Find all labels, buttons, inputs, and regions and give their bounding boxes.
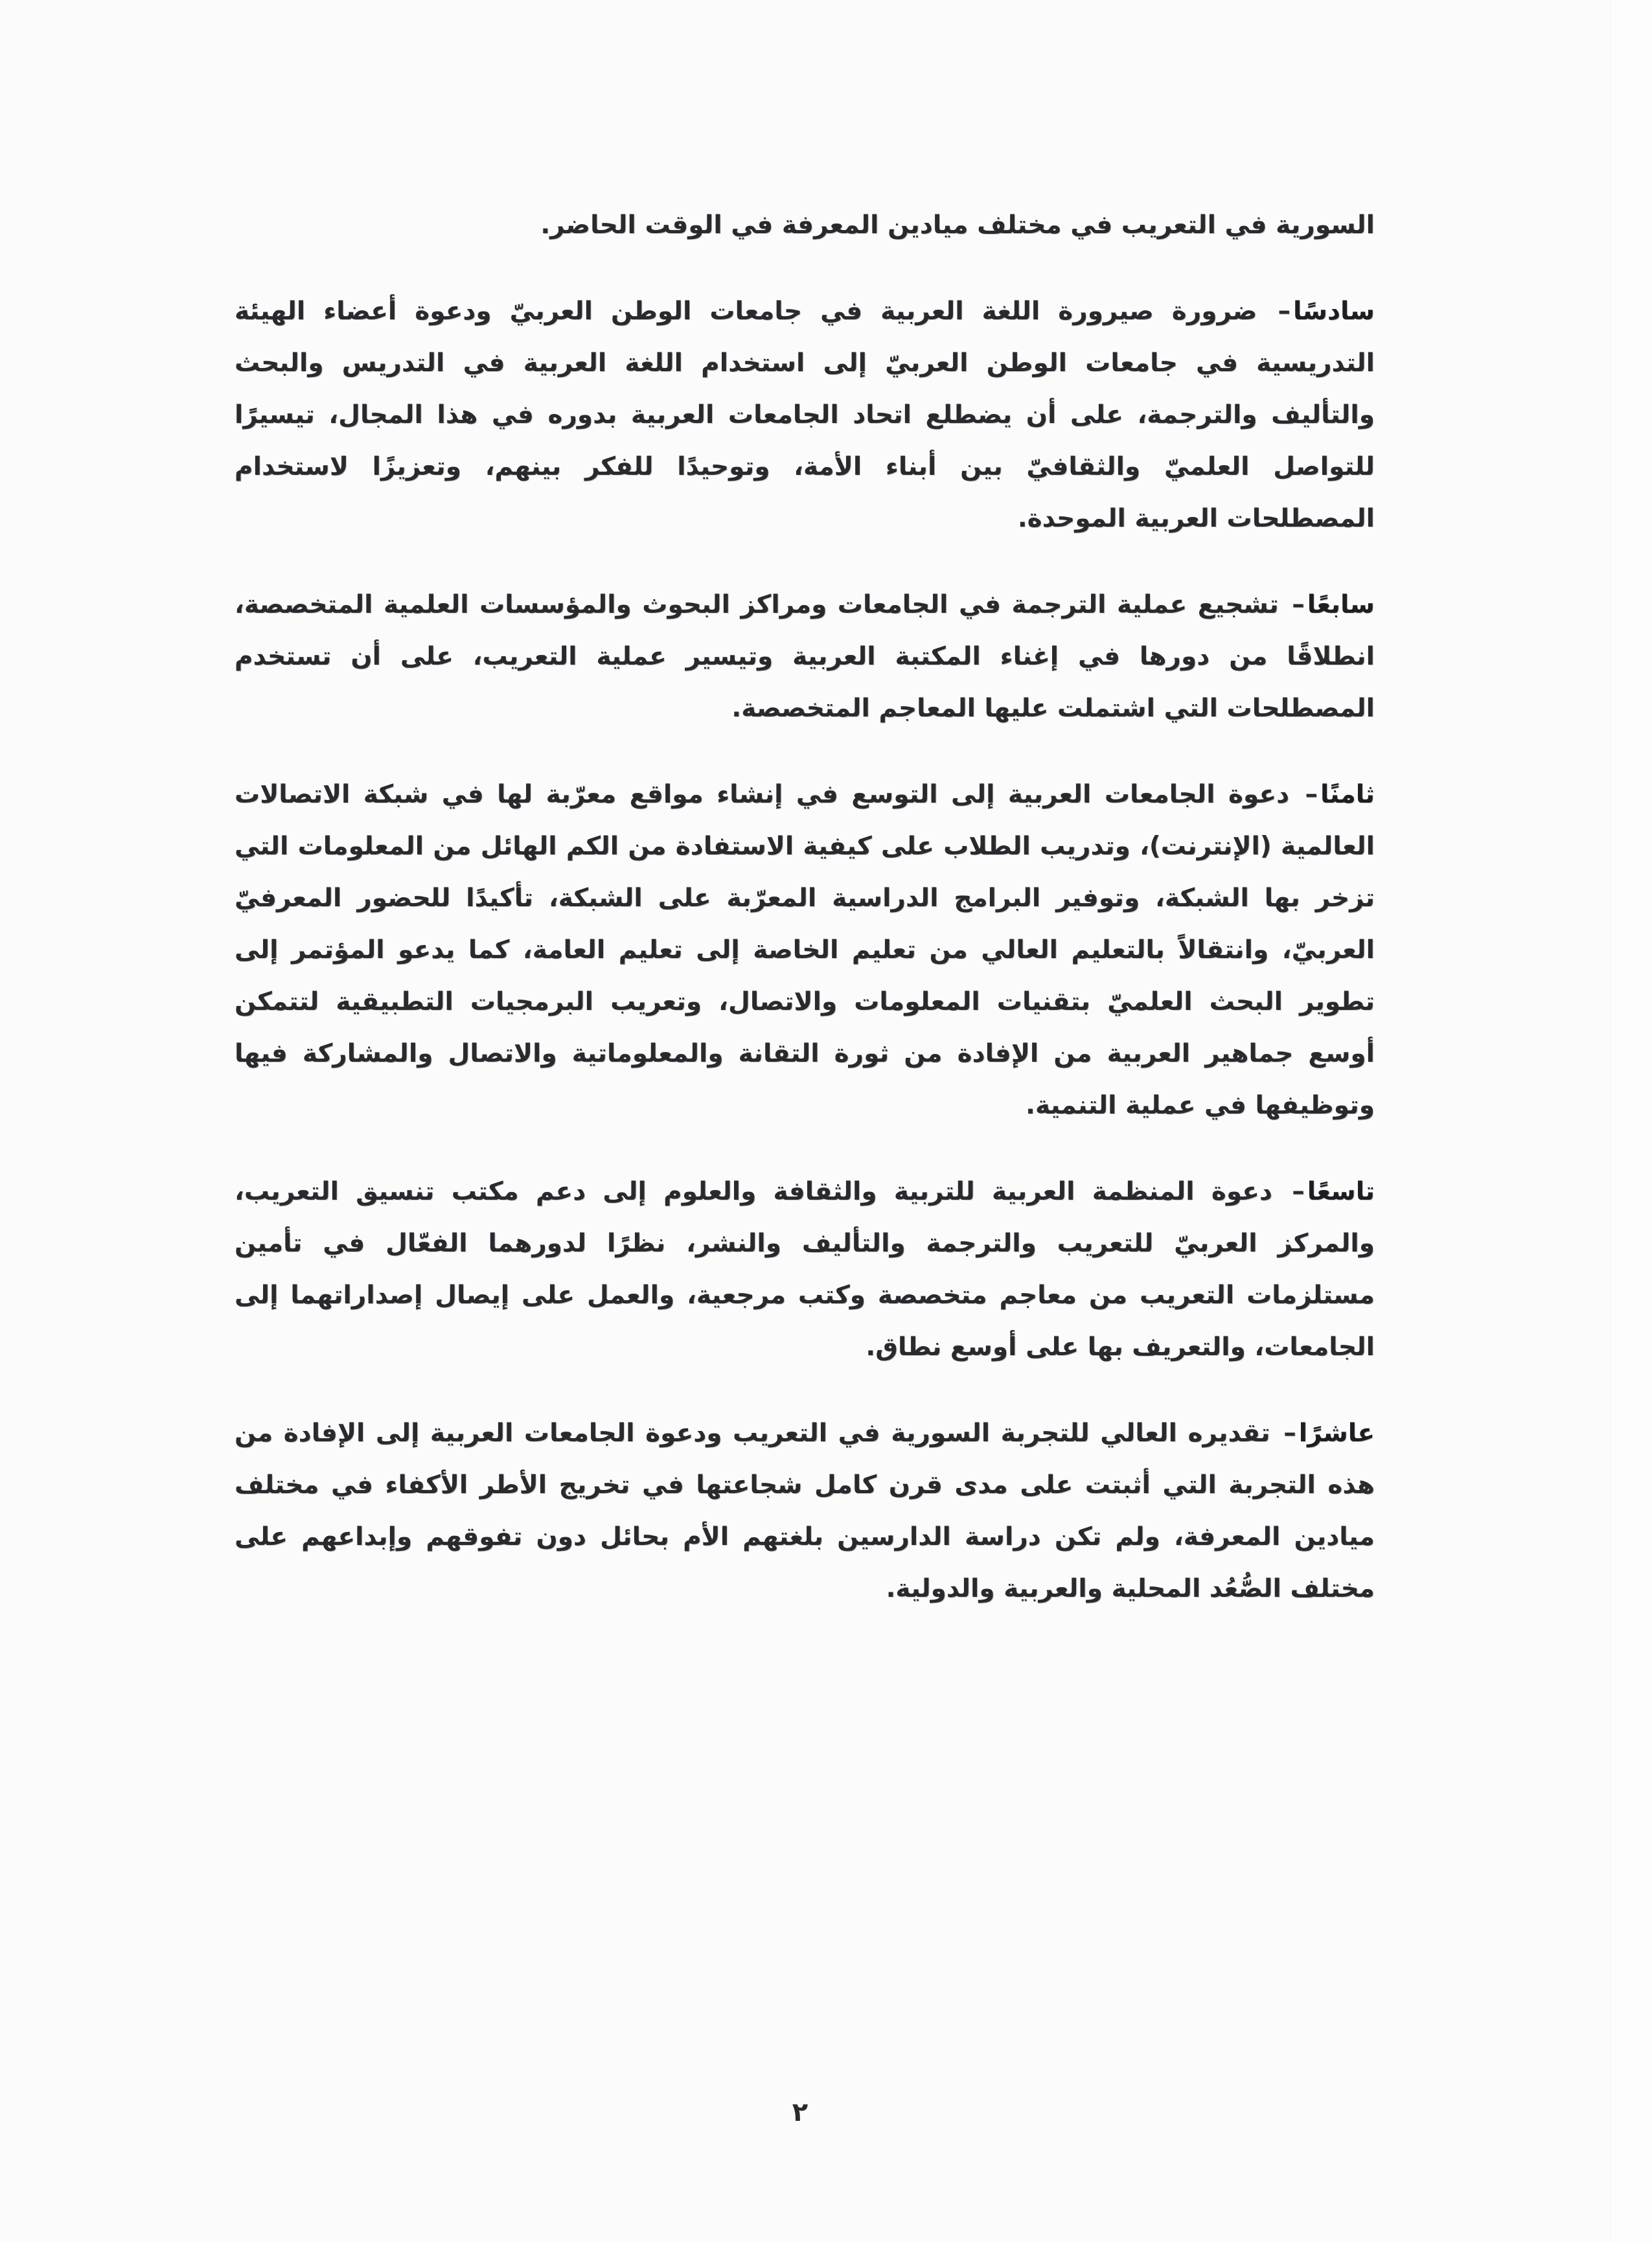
item-separator: – (1292, 1177, 1305, 1206)
item-separator: – (1283, 1419, 1296, 1448)
item-label: سادسًا (1293, 297, 1375, 326)
recommendation-item-9 (235, 1166, 1375, 1373)
recommendation-item-6 (235, 286, 1375, 545)
recommendation-item-7 (235, 579, 1375, 735)
item-label: تاسعًا (1307, 1177, 1375, 1206)
item-label: ثامنًا (1320, 780, 1375, 809)
item-label: سابعًا (1307, 590, 1375, 619)
recommendation-item-8 (235, 769, 1375, 1132)
item-separator: – (1292, 590, 1305, 619)
item-text: دعوة المنظمة العربية للتربية والثقافة والعلوم إلى دعم مكتب تنسيق التعريب، والمركز العربيّ للتعريب والترجمة والتأليف والنشر، نظرًا لدورهما الفعّال في تأمين مستلزمات التعريب من معاجم متخصصة وكتب مرجعية، والعمل على إيصال إصداراتهما إلى الجامعات، والتعريف بها على أوسع نطاق. (235, 1177, 1375, 1362)
item-text: دعوة الجامعات العربية إلى التوسع في إنشاء مواقع معرّبة لها في شبكة الاتصالات العالمية (الإنترنت)، وتدريب الطلاب على كيفية الاستفادة من الكم الهائل من المعلومات التي تزخر بها الشبكة، وتوفير البرامج الدراسية المعرّبة على الشبكة، تأكيدًا للحضور المعرفيّ العربيّ، وانتقالاً بالتعليم العالي من تعليم الخاصة إلى تعليم العامة، كما يدعو المؤتمر إلى تطوير البحث العلميّ بتقنيات المعلومات والاتصال، وتعريب البرمجيات التطبيقية لتتمكن أوسع جماهير العربية من الإفادة من ثورة التقانة والمعلوماتية والاتصال والمشاركة فيها وتوظيفها في عملية التنمية. (235, 780, 1375, 1120)
item-separator: – (1305, 780, 1318, 809)
recommendation-item-10 (235, 1408, 1375, 1615)
item-label: عاشرًا (1298, 1419, 1375, 1448)
document-body (235, 200, 1375, 1649)
paragraph-text: السورية في التعريب في مختلف ميادين المعرفة في الوقت الحاضر. (540, 211, 1375, 240)
page-number: ٢ (792, 2098, 809, 2127)
continuation-paragraph (235, 200, 1375, 251)
item-text: تقديره العالي للتجربة السورية في التعريب ودعوة الجامعات العربية إلى الإفادة من هذه التجربة التي أثبتت على مدى قرن كامل شجاعتها في تخريج الأطر الأكفاء في مختلف ميادين المعرفة، ولم تكن دراسة الدارسين بلغتهم الأم بحائل دون تفوقهم وإبداعهم على مختلف الصُّعُد المحلية والعربية والدولية. (235, 1419, 1375, 1603)
scan-page-edge (1610, 0, 1652, 2242)
item-text: تشجيع عملية الترجمة في الجامعات ومراكز البحوث والمؤسسات العلمية المتخصصة، انطلاقًا من دورها في إغناء المكتبة العربية وتيسير عملية التعريب، على أن تستخدم المصطلحات التي اشتملت عليها المعاجم المتخصصة. (235, 590, 1375, 723)
item-text: ضرورة صيرورة اللغة العربية في جامعات الوطن العربيّ ودعوة أعضاء الهيئة التدريسية في جامعات الوطن العربيّ إلى استخدام اللغة العربية في التدريس والبحث والتأليف والترجمة، على أن يضطلع اتحاد الجامعات العربية بدوره في هذا المجال، تيسيرًا للتواصل العلميّ والثقافيّ بين أبناء الأمة، وتوحيدًا للفكر بينهم، وتعزيزًا لاستخدام المصطلحات العربية الموحدة. (235, 297, 1375, 533)
item-separator: – (1278, 297, 1291, 326)
